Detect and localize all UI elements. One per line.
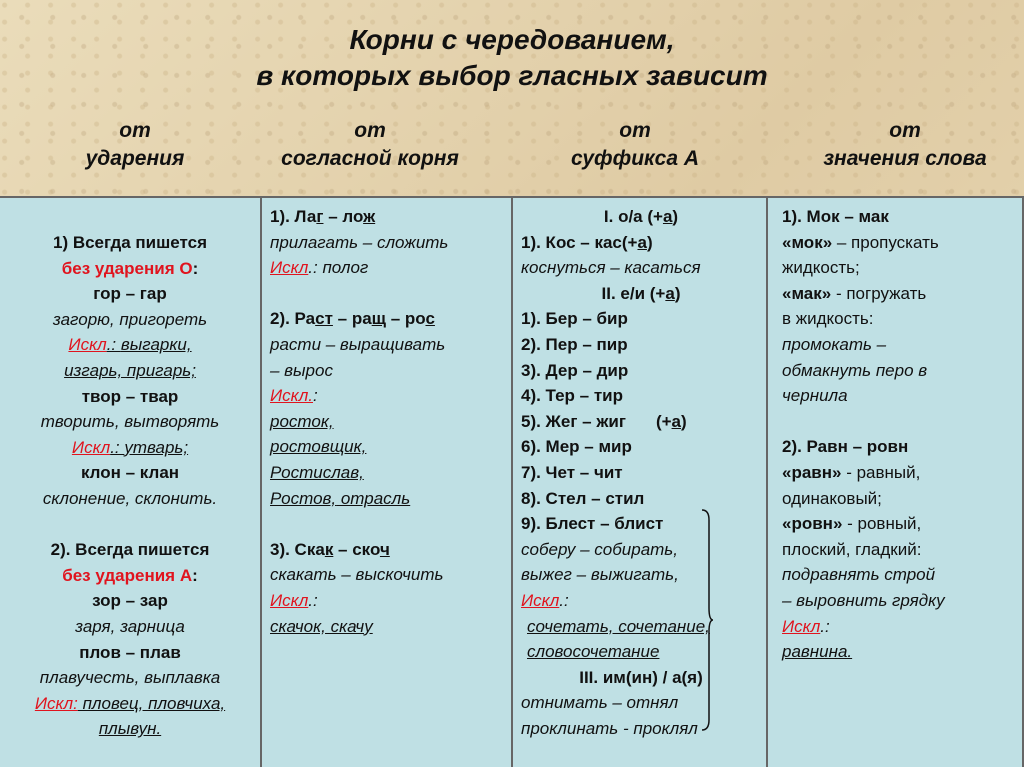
root-mer: 6). Мер – мир xyxy=(521,437,632,457)
column-stress xyxy=(0,198,262,767)
exception-label: Искл xyxy=(68,335,107,355)
meaning-mok-cont: жидкость; xyxy=(782,258,860,278)
group-2-b: а xyxy=(665,283,675,303)
exception-label: Искл xyxy=(71,437,111,457)
exception-rast-2: ростовщик, xyxy=(270,437,367,457)
column-meaning xyxy=(768,198,1024,767)
root-lag-c: – ло xyxy=(323,207,364,226)
exception-gor xyxy=(0,332,260,358)
exception-label: Искл. xyxy=(270,386,313,406)
example-lag: прилагать – сложить xyxy=(270,232,449,252)
root-kos xyxy=(521,230,766,256)
header-consonant xyxy=(255,117,485,173)
meaning-rovn-text: - ровный, xyxy=(842,514,922,534)
exception-suffix xyxy=(521,588,766,614)
root-ter: 4). Тер – тир xyxy=(521,386,623,406)
root-rast-a: 2). Ра xyxy=(270,309,316,329)
example-im-2: проклинать - проклял xyxy=(521,718,698,738)
root-skak-b: к xyxy=(324,539,334,559)
root-chet: 7). Чет – чит xyxy=(521,462,623,482)
header-stress xyxy=(40,117,230,173)
spacer xyxy=(782,409,1022,435)
header-suffix xyxy=(520,117,750,173)
column-consonant xyxy=(262,198,513,767)
group-1-a: I. о/а (+ xyxy=(603,207,663,226)
root-ber: 1). Бер – бир xyxy=(521,309,628,329)
header-meaning xyxy=(790,117,1020,173)
rule-2-condition xyxy=(0,563,260,589)
exception-ravn-word: равнина. xyxy=(782,642,853,662)
example-rast-cont: – вырос xyxy=(270,360,333,380)
root-zheg xyxy=(521,409,766,435)
rule-1-heading: 1) Всегда пишется xyxy=(52,233,208,252)
exception-suffix-2: словосочетание xyxy=(527,642,660,662)
example-gor: загорю, пригореть xyxy=(52,309,208,329)
root-blest: 9). Блест – блист xyxy=(521,514,664,534)
example-ber: соберу – собирать, xyxy=(521,539,678,559)
root-kos-a: 1). Кос – кас(+ xyxy=(521,232,638,252)
exception-label: Искл xyxy=(270,258,309,278)
exception-word: отрасль xyxy=(336,488,411,508)
meaning-rovn xyxy=(782,511,1022,537)
root-zor: зор – зар xyxy=(92,591,168,611)
example-mok-2: обмакнуть перо в xyxy=(782,360,928,380)
example-im-1: отнимать – отнял xyxy=(521,693,679,713)
meaning-rovn-root: «ровн» xyxy=(782,514,843,534)
root-rast-c: – ра xyxy=(332,309,372,329)
exception-skak xyxy=(270,588,511,614)
group-2-heading xyxy=(521,281,761,307)
exception-dot: .: xyxy=(110,437,125,457)
example-ravn-1: подравнять строй xyxy=(782,565,936,585)
exception-word: .: полог xyxy=(308,258,369,278)
exception-word: выгарки, xyxy=(120,335,192,355)
exception-colon: .: xyxy=(308,590,318,610)
root-skak xyxy=(270,537,511,563)
exception-lag xyxy=(270,255,511,281)
header-stress-line2: ударения xyxy=(85,147,185,170)
root-der: 3). Дер – дир xyxy=(521,360,629,380)
exception-ravn xyxy=(782,614,1022,640)
suffix-note-a: (+ xyxy=(655,411,672,431)
meaning-mak-text: - погружать xyxy=(831,283,927,303)
root-zheg-text: 5). Жег – жиг xyxy=(521,411,626,431)
root-klon: клон – клан xyxy=(80,463,180,483)
meaning-ravn-cont: одинаковый; xyxy=(782,488,882,508)
root-rast xyxy=(270,306,511,332)
exception-suffix-1: сочетать, сочетание, xyxy=(527,616,710,636)
root-mok: 1). Мок – мак xyxy=(782,207,889,226)
root-skak-a: 3). Ска xyxy=(270,539,325,559)
header-suffix-line2: суффикса А xyxy=(570,147,700,170)
root-skak-d: ч xyxy=(379,539,390,559)
meaning-ravn xyxy=(782,460,1022,486)
root-ravn: 2). Равн – ровн xyxy=(782,437,909,457)
meaning-mak-cont: в жидкость: xyxy=(782,309,874,329)
example-zor: заря, зарница xyxy=(75,616,185,636)
root-per: 2). Пер – пир xyxy=(521,334,628,354)
spacer xyxy=(0,512,260,538)
meaning-rovn-cont: плоский, гладкий: xyxy=(782,539,922,559)
root-stel: 8). Стел – стил xyxy=(521,488,645,508)
example-kos: коснуться – касаться xyxy=(521,258,701,278)
exception-label: Искл: xyxy=(34,693,78,713)
example-klon: склонение, склонить. xyxy=(42,488,218,508)
example-skak: скакать – выскочить xyxy=(270,565,444,585)
example-rast: расти – выращивать xyxy=(270,334,446,354)
exception-rast xyxy=(270,383,511,409)
exception-skak-words: скачок, скачу xyxy=(270,616,373,636)
meaning-mak-root: «мак» xyxy=(782,283,832,303)
example-plov: плавучесть, выплавка xyxy=(39,668,221,688)
group-1-heading xyxy=(521,204,761,230)
meaning-mok-root: «мок» xyxy=(782,232,833,252)
root-tvor: твор – твар xyxy=(81,386,179,406)
root-kos-b: а xyxy=(637,232,647,252)
exception-word: пловец, пловчиха, xyxy=(77,693,226,713)
rules-table xyxy=(0,196,1024,767)
root-lag xyxy=(270,204,511,230)
spacer xyxy=(270,281,511,307)
title-line-2: в которых выбор гласных зависит xyxy=(256,60,768,91)
exception-colon: .: xyxy=(559,590,569,610)
root-kos-c: ) xyxy=(646,232,653,252)
rule-2-condition-text: без ударения А xyxy=(62,565,193,585)
exception-plov xyxy=(0,691,260,717)
curly-brace-icon xyxy=(700,508,714,732)
exception-label: Искл xyxy=(521,590,560,610)
root-skak-c: – ско xyxy=(333,539,380,559)
spacer xyxy=(270,511,511,537)
exception-dot: .: xyxy=(106,335,121,355)
root-rast-d: щ xyxy=(371,309,387,329)
exception-rast-4 xyxy=(270,486,511,512)
meaning-mak xyxy=(782,281,1022,307)
example-ravn-2: – выровнить грядку xyxy=(782,590,945,610)
root-gor: гор – гар xyxy=(93,284,167,304)
exception-colon: : xyxy=(313,386,318,406)
root-plov: плов – плав xyxy=(79,642,181,662)
meaning-mok xyxy=(782,230,1022,256)
group-1-c: ) xyxy=(672,207,679,226)
header-meaning-line2: значения слова xyxy=(823,147,987,170)
example-tvor: творить, вытворять xyxy=(40,412,220,432)
example-zheg: выжег – выжигать, xyxy=(521,565,679,585)
exception-rast-3: Ростислав, xyxy=(270,462,364,482)
suffix-note-c: ) xyxy=(681,411,687,431)
rule-1-condition xyxy=(0,256,260,282)
exception-gor-cont: изгарь, пригарь; xyxy=(64,360,196,380)
exception-word: утварь; xyxy=(124,437,189,457)
group-2-a: II. е/и (+ xyxy=(601,283,666,303)
root-rast-f: с xyxy=(425,309,435,329)
group-2-c: ) xyxy=(674,283,681,303)
example-mok-1: промокать – xyxy=(782,334,887,354)
rule-2-heading: 2). Всегда пишется xyxy=(50,540,210,560)
header-meaning-line1: от xyxy=(889,119,921,142)
column-suffix xyxy=(513,198,768,767)
suffix-note-b: а xyxy=(671,411,682,431)
exception-rast-1: росток, xyxy=(270,411,334,431)
group-3-heading: III. им(ин) / а(я) xyxy=(579,667,703,687)
group-1-b: а xyxy=(662,207,673,226)
rule-2-colon: : xyxy=(192,565,198,585)
root-lag-d: ж xyxy=(363,207,376,226)
meaning-ravn-root: «равн» xyxy=(782,462,842,482)
root-lag-b: г xyxy=(316,207,324,226)
header-consonant-line1: от xyxy=(354,119,386,142)
root-lag-a: 1). Ла xyxy=(270,207,317,226)
exception-label: Искл xyxy=(782,616,821,636)
exception-label: Искл xyxy=(270,590,309,610)
page-title xyxy=(0,22,1024,94)
header-suffix-line1: от xyxy=(619,119,651,142)
example-mok-3: чернила xyxy=(782,386,848,406)
exception-tvor xyxy=(0,435,260,461)
meaning-ravn-text: - равный, xyxy=(841,462,921,482)
exception-plov-cont: плывун. xyxy=(98,719,162,739)
root-rast-e: – ро xyxy=(386,309,426,329)
root-rast-b: ст xyxy=(315,309,333,329)
exception-word: Ростов, xyxy=(270,488,337,508)
exception-colon: .: xyxy=(820,616,830,636)
rule-1-condition-text: без ударения О xyxy=(61,258,193,278)
header-consonant-line2: согласной корня xyxy=(281,147,459,170)
title-line-1: Корни с чередованием, xyxy=(349,24,675,55)
rule-1-colon: : xyxy=(192,258,199,278)
header-stress-line1: от xyxy=(119,119,151,142)
meaning-mok-text: – пропускать xyxy=(832,232,939,252)
